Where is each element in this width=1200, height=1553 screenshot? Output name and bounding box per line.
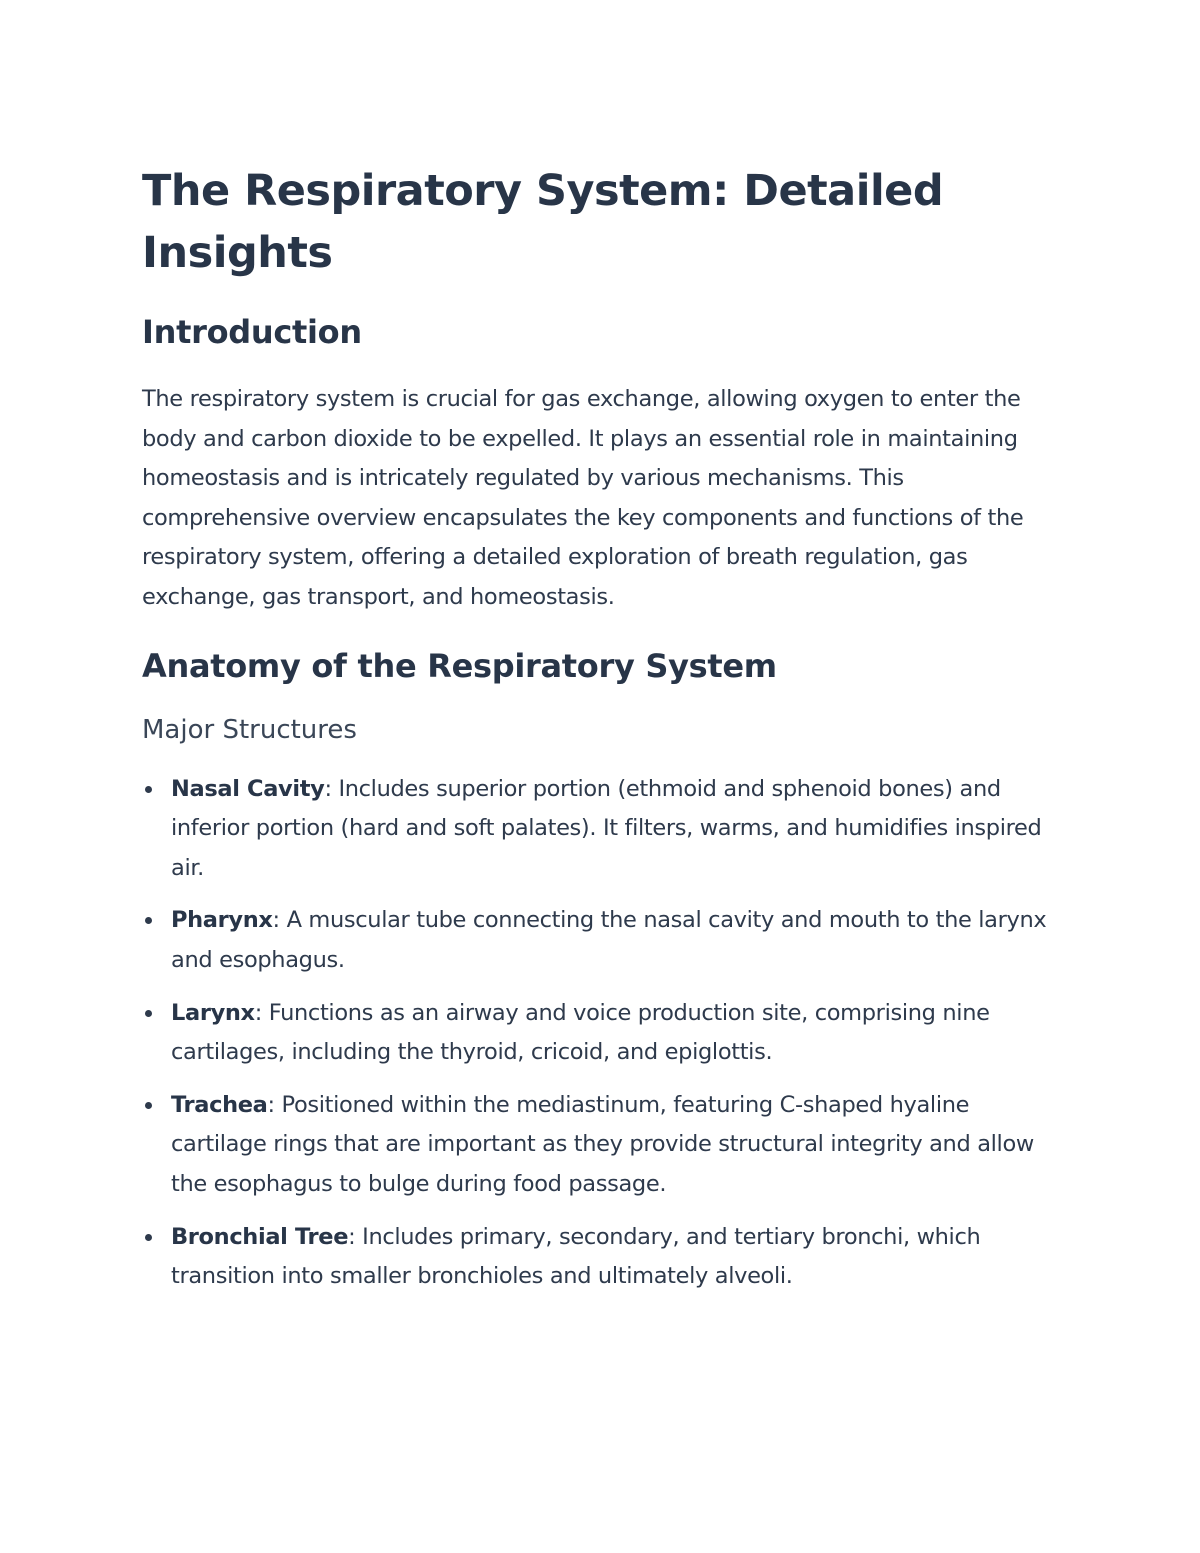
list-item-pharynx (142, 901, 1062, 980)
major-structures-list (142, 770, 1062, 1297)
bullet-icon (145, 1102, 152, 1109)
list-item-description: : Includes primary, secondary, and tertiary bronchi, which transition into smaller bronchioles and ultimately alveoli. (171, 1223, 981, 1290)
introduction-paragraph: The respiratory system is crucial for gas exchange, allowing oxygen to enter the body and carbon dioxide to be expelled. It plays an essential role in maintaining homeostasis and is intricately regulated by various mechanisms. This comprehensive overview encapsulates the key components and functions of the respiratory system, offering a detailed exploration of breath regulation, gas exchange, gas transport, and homeostasis. (142, 386, 1024, 610)
list-item-term: Larynx (171, 999, 255, 1026)
list-item-bronchial-tree (142, 1218, 1062, 1297)
document-title: The Respiratory System: Detailed Insights (142, 166, 944, 278)
list-item-description: : Positioned within the mediastinum, featuring C-shaped hyaline cartilage rings that are important as they provide structural integrity and allow the esophagus to bulge during food passage. (171, 1091, 1034, 1197)
bullet-icon (145, 786, 152, 793)
list-item-trachea (142, 1086, 1062, 1205)
document-page (142, 160, 1062, 1310)
major-structures-heading: Major Structures (142, 714, 357, 745)
list-item-term: Nasal Cavity (171, 775, 325, 802)
bullet-icon (145, 1010, 152, 1017)
list-item-term: Pharynx (171, 907, 273, 934)
introduction-heading: Introduction (142, 313, 362, 351)
list-item-nasal-cavity (142, 770, 1062, 889)
list-item-description: : Includes superior portion (ethmoid and sphenoid bones) and inferior portion (hard and soft palates). It filters, warms, and humidifies inspired air. (171, 775, 1042, 881)
anatomy-heading: Anatomy of the Respiratory System (142, 646, 777, 685)
list-item-description: : A muscular tube connecting the nasal cavity and mouth to the larynx and esophagus. (171, 907, 1047, 973)
list-item-term: Trachea (171, 1091, 268, 1118)
bullet-icon (145, 917, 152, 924)
bullet-icon (145, 1234, 152, 1241)
list-item-term: Bronchial Tree (171, 1223, 349, 1250)
list-item-description: : Functions as an airway and voice production site, comprising nine cartilages, including the thyroid, cricoid, and epiglottis. (171, 999, 990, 1066)
list-item-larynx (142, 994, 1062, 1073)
